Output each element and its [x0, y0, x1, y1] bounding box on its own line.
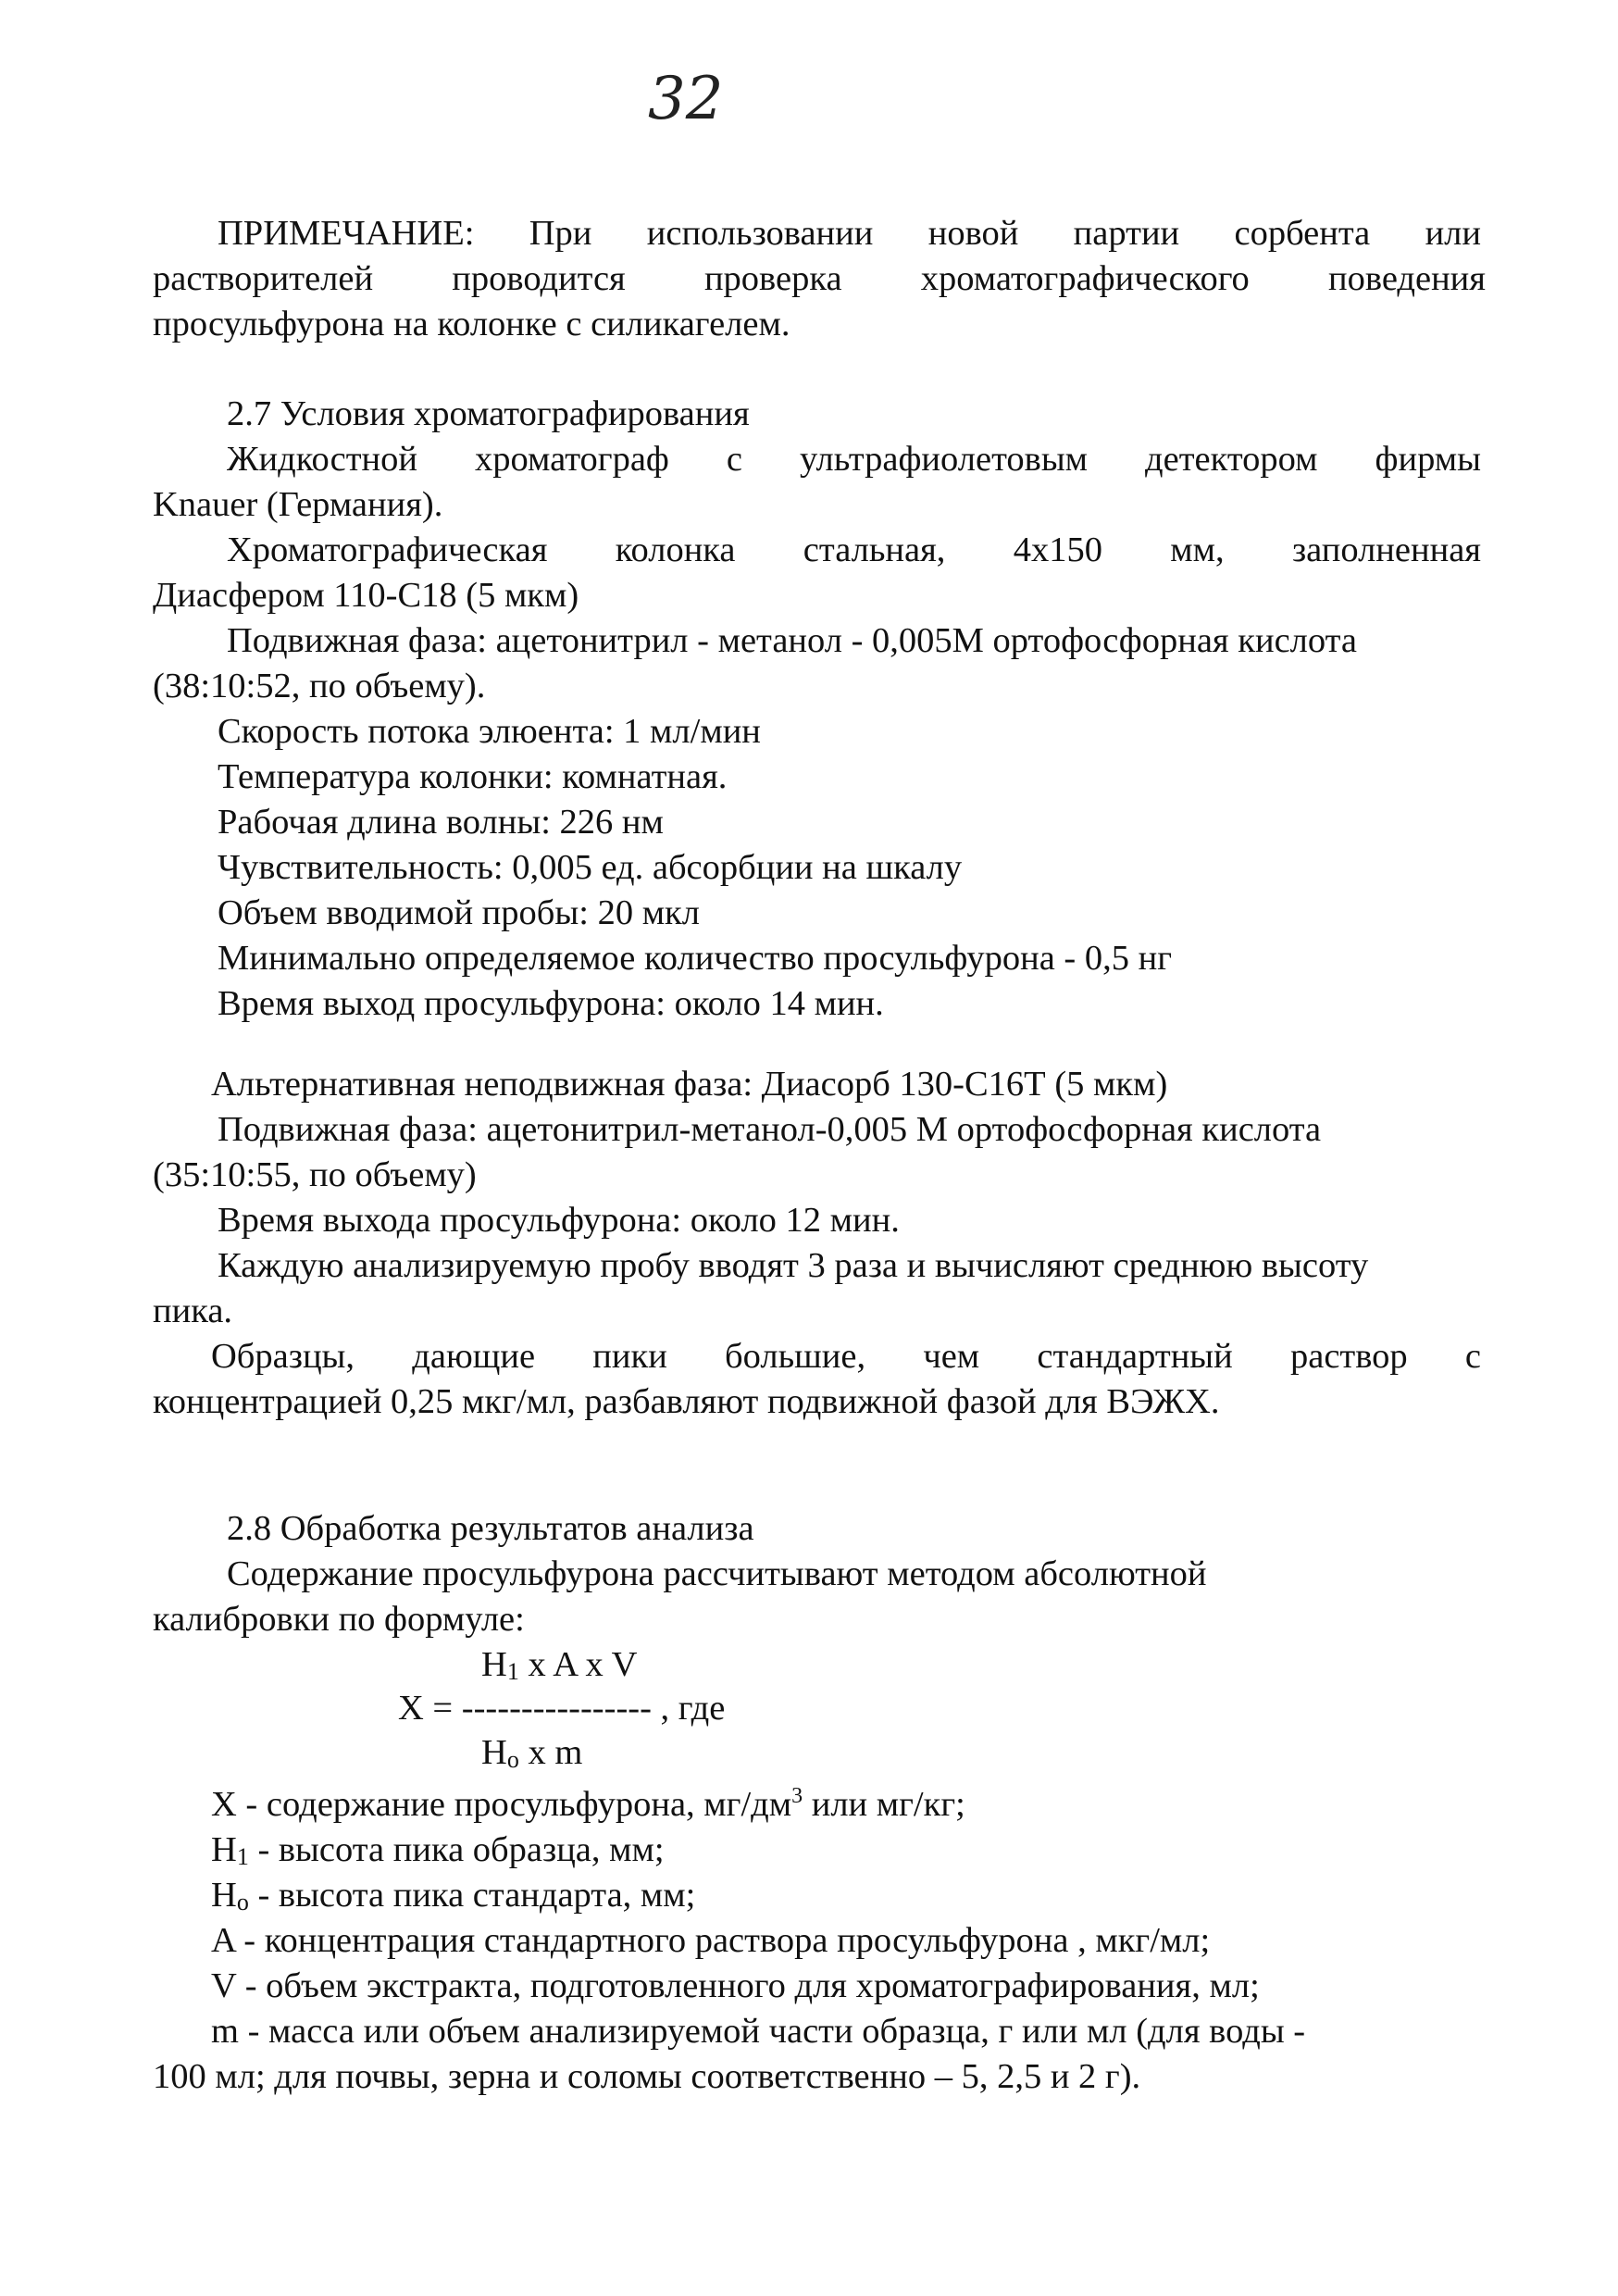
legend-a: A - концентрация стандартного раствора просульфурона , мкг/мл; [211, 1921, 1211, 1960]
s28-line-1: Содержание просульфурона рассчитывают методом абсолютной [227, 1554, 1207, 1593]
s27-line-3: Хроматографическая колонка стальная, 4х150 мм, заполненная [227, 530, 1481, 569]
s27-line-11: Объем вводимой пробы: 20 мкл [218, 893, 700, 932]
alt-line-6: пика. [153, 1292, 233, 1330]
alt-line-7: Образцы, дающие пики большие, чем стандартный раствор с [211, 1337, 1481, 1376]
legend-h0: $H_o$ - высота пика стандарта, мм; [211, 1876, 696, 1915]
formula-numerator: $H_1$ x A x V [481, 1645, 638, 1685]
formula-denominator: $H_o$ x m [481, 1733, 583, 1773]
s28-line-2: калибровки по формуле: [153, 1600, 525, 1639]
legend-v: V - объем экстракта, подготовленного для хроматографирования, мл; [211, 1966, 1260, 2005]
section-2-7-heading: 2.7 Условия хроматографирования [227, 394, 750, 433]
note-line-1: ПРИМЕЧАНИЕ: При использовании новой партии сорбента или [218, 214, 1481, 253]
legend-m-line-2: 100 мл; для почвы, зерна и соломы соответственно – 5, 2,5 и 2 г). [153, 2057, 1141, 2096]
note-line-2: растворителей проводится проверка хроматографического поведения [153, 259, 1486, 298]
alt-line-5: Каждую анализируемую пробу вводят 3 раза и вычисляют среднюю высоту [218, 1246, 1369, 1285]
s27-line-9: Рабочая длина волны: 226 нм [218, 803, 664, 842]
alt-line-1: Альтернативная неподвижная фаза: Диасорб 130-С16Т (5 мкм) [211, 1065, 1168, 1104]
s27-line-12: Минимально определяемое количество просульфурона - 0,5 нг [218, 939, 1173, 978]
s27-line-13: Время выход просульфурона: около 14 мин. [218, 984, 884, 1023]
s27-line-5: Подвижная фаза: ацетонитрил - метанол - 0,005М ортофосфорная кислота [227, 621, 1358, 660]
s27-line-7: Скорость потока элюента: 1 мл/мин [218, 712, 761, 751]
legend-m-line-1: m - масса или объем анализируемой части образца, г или мл (для воды - [211, 2012, 1306, 2051]
section-2-8-heading: 2.8 Обработка результатов анализа [227, 1509, 754, 1548]
alt-line-4: Время выхода просульфурона: около 12 мин. [218, 1201, 900, 1240]
alt-line-8: концентрацией 0,25 мкг/мл, разбавляют подвижной фазой для ВЭЖХ. [153, 1382, 1220, 1421]
s27-line-2: Knauer (Германия). [153, 485, 443, 524]
alt-line-2: Подвижная фаза: ацетонитрил-метанол-0,005 М ортофосфорная кислота [218, 1110, 1322, 1149]
page-number: 32 [648, 65, 724, 133]
s27-line-1: Жидкостной хроматограф с ультрафиолетовым детектором фирмы [227, 440, 1481, 479]
legend-h1: $H_1$ - высота пика образца, мм; [211, 1830, 665, 1870]
s27-line-10: Чувствительность: 0,005 ед. абсорбции на шкалу [218, 848, 963, 887]
s27-line-8: Температура колонки: комнатная. [218, 757, 728, 796]
formula-main-line: X = ---------------- , где [398, 1689, 726, 1728]
note-line-3: просульфурона на колонке с силикагелем. [153, 305, 790, 343]
alt-line-3: (35:10:55, по объему) [153, 1155, 477, 1194]
s27-line-6: (38:10:52, по объему). [153, 667, 486, 705]
s27-line-4: Диасфером 110-С18 (5 мкм) [153, 576, 579, 615]
legend-x: X - содержание просульфурона, $мг/дм^3$ или мг/кг; [211, 1784, 965, 1824]
